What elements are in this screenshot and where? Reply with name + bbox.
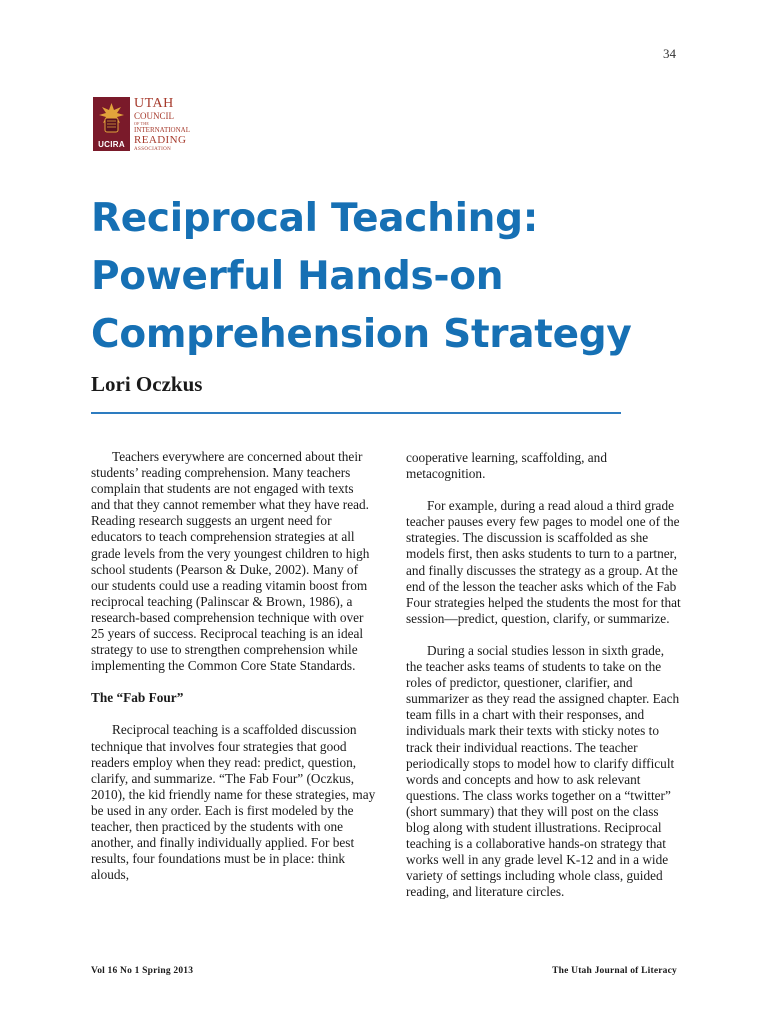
logo-wordmark [134, 97, 190, 152]
logo-line-1: UTAH [134, 96, 174, 111]
logo-line-3: OF THE [134, 121, 150, 126]
logo-line-5: READING [134, 134, 187, 146]
body-paragraph: Teachers everywhere are concerned about their students’ reading comprehension. Many teachers complain that students are not engaged with texts and that they cannot remember what they have read. Reading research suggests an urgent need for educators to teach comprehension strategies at all grade levels from the very youngest children to high school students (Pearson & Duke, 2002). Many of our students could use a reading vitamin boost from reciprocal teaching (Palinscar & Brown, 1986), a research-based comprehension technique with over 25 years of success. Reciprocal teaching is an ideal strategy to use to strengthen comprehension while implementing the Common Core State Standards. [91, 449, 370, 674]
left-column [91, 449, 376, 883]
seal-emblem-icon [96, 101, 127, 137]
author-name: Lori Oczkus [91, 372, 203, 396]
body-paragraph: For example, during a read aloud a third grade teacher pauses every few pages to model one of the strategies. The discussion is scaffolded as she models first, then asks students to turn to a partner, and finally discusses the strategy as a group. At the end of the lesson the teacher asks which of the Fab Four strategies helped the students the most for that session—predict, question, clarify, or summarize. [406, 498, 681, 626]
logo-line-4: INTERNATIONAL [134, 126, 190, 134]
title-line-3: Comprehension Strategy [91, 312, 632, 357]
logo-seal-text: UCIRA [98, 140, 125, 149]
page-number: 34 [663, 46, 676, 61]
logo-line-2: COUNCIL [134, 111, 174, 121]
title-line-1: Reciprocal Teaching: [91, 196, 539, 241]
footer-issue-info: Vol 16 No 1 Spring 2013 [91, 966, 194, 976]
body-paragraph: During a social studies lesson in sixth grade, the teacher asks teams of students to take on the roles of predictor, questioner, clarifier, and summarizer as they read the assigned chapter. Each team fills in a chart with their responses, and individuals mark their texts with sticky notes to track their individual reactions. The teacher periodically stops to model how to clarify difficult words and concepts and how to ask relevant questions. The class works together on a “twitter” (short summary) that they will post on the class blog along with student illustrations. Reciprocal teaching is a collaborative hands-on strategy that works well in any grade level K-12 and in a wide variety of settings including whole class, guided reading, and literature circles. [406, 642, 680, 900]
ucira-logo [93, 97, 193, 151]
footer-journal-name: The Utah Journal of Literacy [552, 966, 677, 976]
right-column [406, 450, 683, 900]
article-title [91, 190, 691, 364]
logo-line-6: ASSOCIATION [134, 147, 172, 152]
body-paragraph: Reciprocal teaching is a scaffolded discussion technique that involves four strategies that good readers employ when they read: predict, question, clarify, and summarize. “The Fab Four” (Oczkus, 2010), the kid friendly name for these strategies, may be used in any order. Each is first modeled by the teacher, then practiced by the students with one another, and finally individually applied. For best results, four foundations must be in place: think alouds, [91, 722, 376, 883]
logo-seal-icon [93, 97, 130, 151]
section-heading: The “Fab Four” [91, 690, 184, 706]
title-divider [91, 412, 621, 414]
body-paragraph: cooperative learning, scaffolding, and metacognition. [406, 450, 607, 482]
title-line-2: Powerful Hands-on [91, 254, 504, 299]
